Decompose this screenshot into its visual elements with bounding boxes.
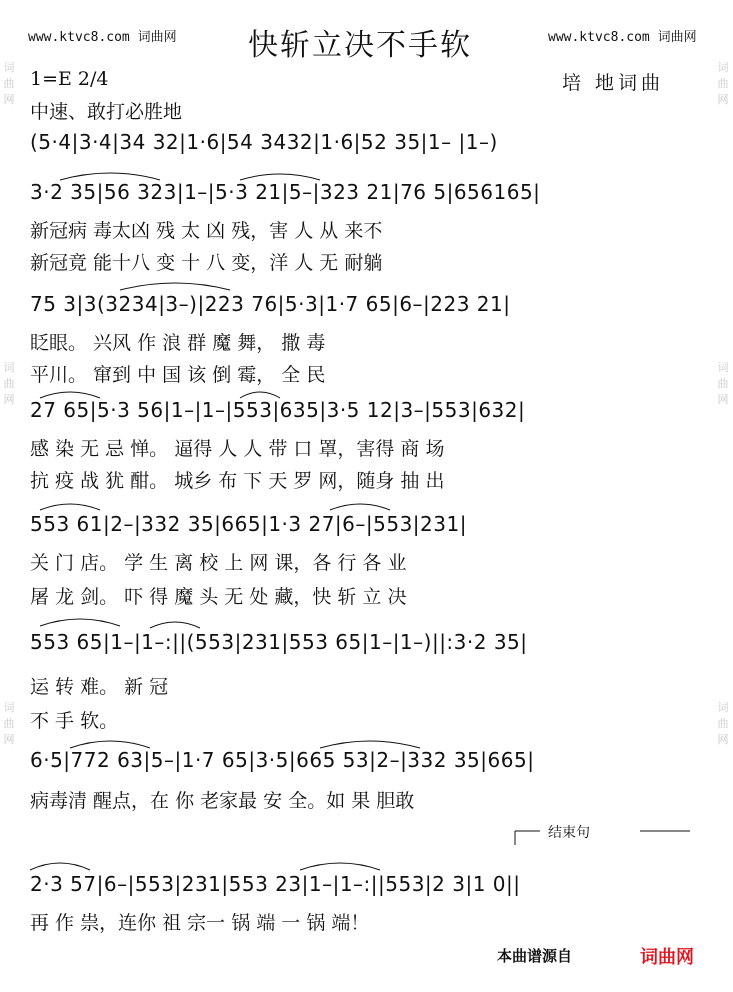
lyrics-row-6-verse-2: 不 手 软。 [30,710,119,732]
lyrics-row-7: 病毒清 醒点，在 你 老家最 安 全。如 果 胆敢 [30,790,415,812]
lyrics-row-2-verse-1: 新冠病 毒太凶 残 太 凶 残，害 人 从 来不 [30,220,383,242]
lyrics-row-2-verse-2: 新冠竟 能十八 变 十 八 变，洋 人 无 耐躺 [30,252,383,274]
watermark-left: 词曲网 [3,61,15,106]
tempo-marking: 中速、敢打必胜地 [30,101,183,123]
site-url-left[interactable]: www.ktvc8.com 词曲网 [28,30,177,45]
credits: 培 地词曲 [562,72,665,94]
lyrics-row-5-verse-1: 关 门 店。 学 生 离 校 上 网 课，各 行 各 业 [30,552,407,574]
watermark-right-3: 词曲网 [717,701,729,746]
watermark-right-2: 词曲网 [717,361,729,406]
notation-row-8: 2·3 57|6–|553|231|553 23|1–|1–:||553|2 3|1 0|| [30,872,521,896]
brand-link[interactable]: 词曲网 [640,947,694,967]
notation-row-3: 75 3|3(3234|3–)|223 76|5·3|1·7 65|6–|223 21| [30,292,511,316]
slur-row-8b [300,863,380,870]
slur-row-5a [40,504,100,510]
song-title: 快斩立决不手软 [248,28,472,63]
slur-row-7a [70,741,150,748]
watermark-left-3: 词曲网 [3,701,15,746]
notation-row-7: 6·5|772 63|5–|1·7 65|3·5|665 53|2–|332 35|665| [30,748,535,772]
notation-row-4: 27 65|5·3 56|1–|1–|553|635|3·5 12|3–|553|632| [30,398,526,422]
lyrics-row-4-verse-2: 抗 疫 战 犹 酣。 城乡 布 下 天 罗 网，随身 抽 出 [30,470,445,492]
lyrics-row-3-verse-1: 眨眼。 兴风 作 浪 群 魔 舞， 撒 毒 [30,332,326,354]
notation-row-6: 553 65|1–|1–:||(553|231|553 65|1–|1–)||:3·2 35| [30,630,528,654]
lyrics-row-6-verse-1: 运 转 难。 新 冠 [30,676,169,698]
lyrics-row-3-verse-2: 平川。 窜到 中 国 该 倒 霉， 全 民 [30,364,326,386]
slur-row-6a [40,619,120,626]
watermark-right: 词曲网 [717,61,729,106]
lyrics-row-8: 再 作 祟，连你 祖 宗一 锅 端 一 锅 端！ [30,912,370,934]
key-time-signature: 1=E 2/4 [30,68,109,90]
source-text: 本曲谱源自 [497,948,573,965]
ending-label: 结束句 [548,825,590,841]
notation-row-1: (5·4|3·4|34 32|1·6|54 3432|1·6|52 35|1– |1–) [30,130,498,154]
watermark-left-2: 词曲网 [3,361,15,406]
notation-row-5: 553 61|2–|332 35|665|1·3 27|6–|553|231| [30,512,467,536]
site-url-right[interactable]: www.ktvc8.com 词曲网 [548,30,697,45]
notation-row-2: 3·2 35|56 323|1–|5·3 21|5–|323 21|76 5|656165| [30,180,541,204]
slur-row-6b [150,622,200,628]
slur-row-8a [30,863,90,870]
slur-row-7b [320,741,420,748]
lyrics-row-5-verse-2: 屠 龙 剑。 吓 得 魔 头 无 处 藏，快 斩 立 决 [30,586,407,608]
lyrics-row-4-verse-1: 感 染 无 忌 惮。 逼得 人 人 带 口 罩，害得 商 场 [30,438,445,460]
slur-row-3a [120,283,230,290]
slur-row-2a [60,173,160,180]
slur-row-5b [330,504,390,510]
